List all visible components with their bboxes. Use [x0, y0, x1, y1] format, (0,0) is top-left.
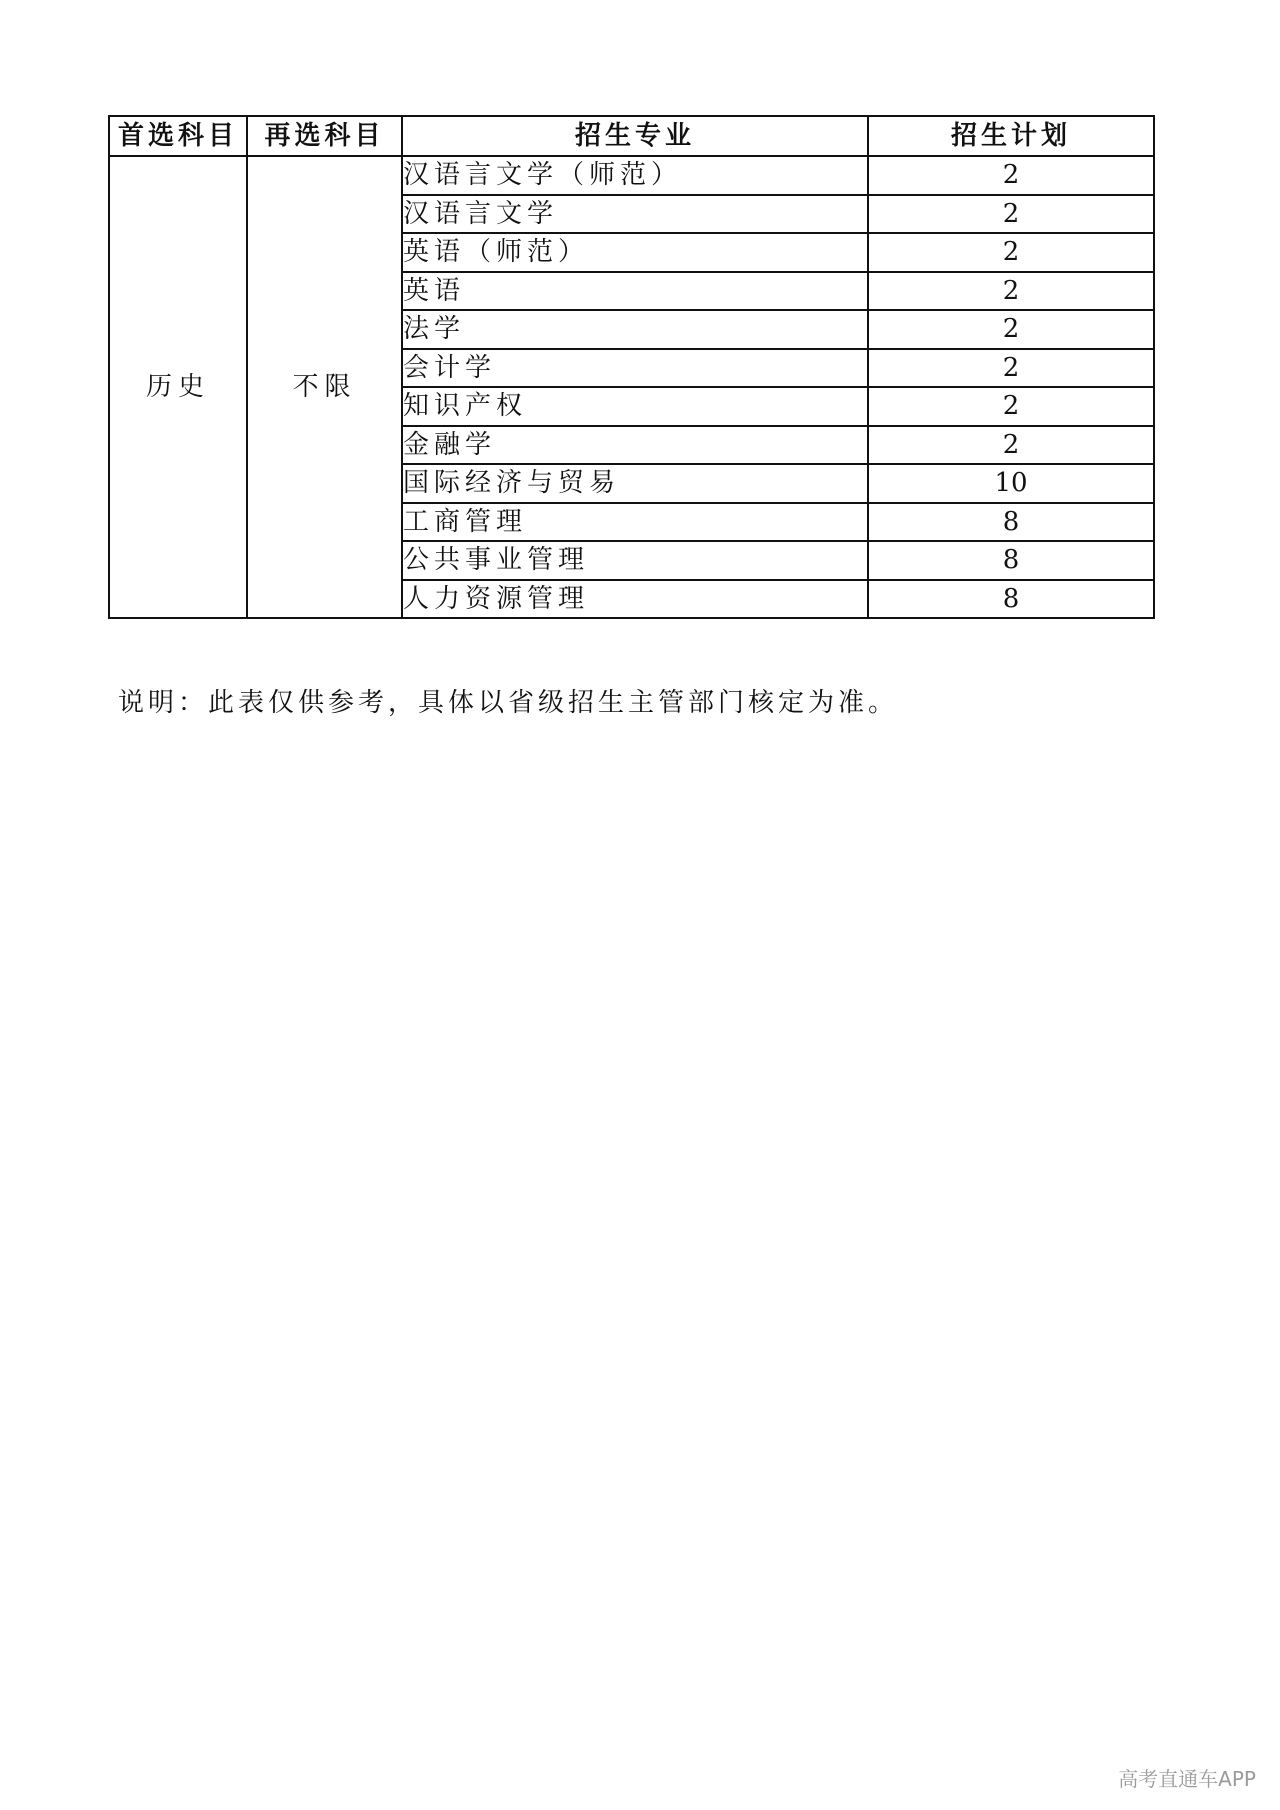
table-row: [109, 156, 1154, 195]
header-second-subject: 再选科目: [247, 116, 402, 156]
major-cell: 汉语言文学: [402, 195, 868, 234]
major-cell: 汉语言文学（师范）: [402, 156, 868, 195]
plan-count-cell: 2: [868, 272, 1154, 311]
plan-count-cell: 2: [868, 195, 1154, 234]
plan-count-cell: 2: [868, 387, 1154, 426]
major-cell: 会计学: [402, 349, 868, 388]
plan-count-cell: 2: [868, 426, 1154, 465]
plan-count-cell: 8: [868, 580, 1154, 619]
header-first-subject: 首选科目: [109, 116, 247, 156]
major-cell: 国际经济与贸易: [402, 464, 868, 503]
major-cell: 知识产权: [402, 387, 868, 426]
major-cell: 英语（师范）: [402, 233, 868, 272]
plan-count-cell: 8: [868, 503, 1154, 542]
major-cell: 英语: [402, 272, 868, 311]
plan-count-cell: 2: [868, 156, 1154, 195]
plan-count-cell: 10: [868, 464, 1154, 503]
plan-count-cell: 2: [868, 233, 1154, 272]
plan-count-cell: 8: [868, 541, 1154, 580]
watermark: 高考直通车APP: [1118, 1767, 1256, 1791]
first-subject-cell: 历史: [109, 156, 247, 618]
major-cell: 人力资源管理: [402, 580, 868, 619]
header-major: 招生专业: [402, 116, 868, 156]
plan-count-cell: 2: [868, 310, 1154, 349]
enrollment-plan-table: [108, 115, 1155, 619]
major-cell: 公共事业管理: [402, 541, 868, 580]
major-cell: 工商管理: [402, 503, 868, 542]
second-subject-cell: 不限: [247, 156, 402, 618]
footnote: 说明：此表仅供参考，具体以省级招生主管部门核定为准。: [118, 688, 899, 718]
table-header-row: [109, 116, 1154, 156]
major-cell: 金融学: [402, 426, 868, 465]
table-body: [109, 156, 1154, 618]
header-plan: 招生计划: [868, 116, 1154, 156]
major-cell: 法学: [402, 310, 868, 349]
plan-count-cell: 2: [868, 349, 1154, 388]
